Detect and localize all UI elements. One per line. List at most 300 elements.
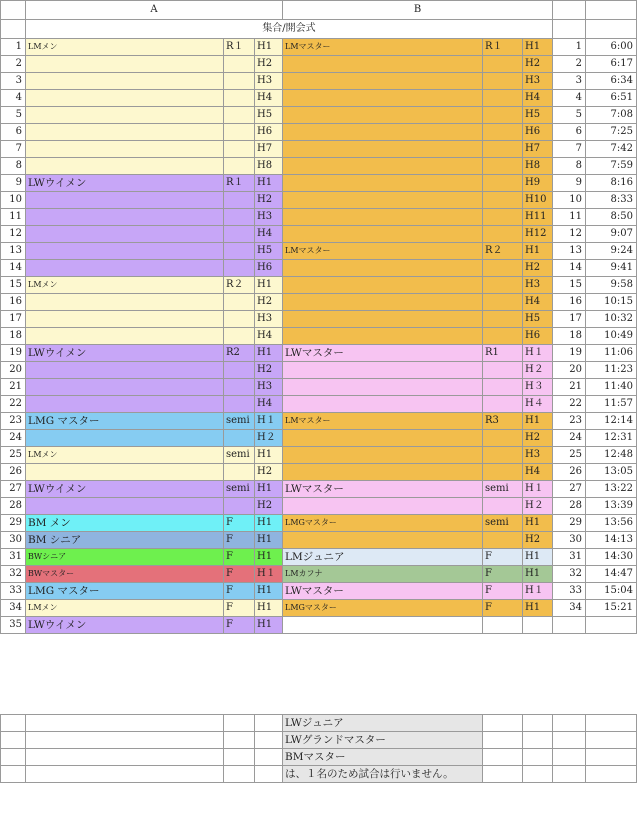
round-a[interactable]: semi (224, 481, 255, 498)
heat-a[interactable]: H3 (255, 73, 283, 90)
event-b[interactable]: LMカフナ (283, 566, 483, 583)
heat-a[interactable]: H1 (255, 345, 283, 362)
start-time[interactable]: 9:41 (586, 260, 637, 277)
start-time[interactable]: 11:06 (586, 345, 637, 362)
round-a[interactable] (224, 430, 255, 447)
round-a[interactable] (224, 396, 255, 413)
round-b[interactable] (483, 192, 523, 209)
heat-counter[interactable]: 3 (553, 73, 586, 90)
round-b[interactable] (483, 379, 523, 396)
heat-a[interactable]: H6 (255, 260, 283, 277)
event-b[interactable] (283, 90, 483, 107)
round-a[interactable] (224, 379, 255, 396)
round-b[interactable] (483, 107, 523, 124)
heat-b[interactable]: H2 (523, 56, 553, 73)
heat-a[interactable]: H2 (255, 362, 283, 379)
round-b[interactable] (483, 260, 523, 277)
row-number[interactable]: 27 (1, 481, 26, 498)
start-time[interactable]: 6:00 (586, 39, 637, 56)
start-time[interactable]: 7:42 (586, 141, 637, 158)
start-time[interactable]: 6:51 (586, 90, 637, 107)
heat-b[interactable]: H１ (523, 481, 553, 498)
heat-a[interactable]: H2 (255, 56, 283, 73)
event-a[interactable]: BWシニア (26, 549, 224, 566)
row-number[interactable]: 14 (1, 260, 26, 277)
heat-b[interactable]: H1 (523, 566, 553, 583)
heat-counter[interactable]: 33 (553, 583, 586, 600)
note-blank[interactable] (586, 749, 637, 766)
row-number[interactable]: 6 (1, 124, 26, 141)
heat-counter[interactable]: 30 (553, 532, 586, 549)
round-b[interactable] (483, 175, 523, 192)
event-a[interactable] (26, 430, 224, 447)
round-a[interactable]: F (224, 566, 255, 583)
column-header-d[interactable] (586, 1, 637, 20)
heat-b[interactable]: H5 (523, 311, 553, 328)
heat-b[interactable]: H２ (523, 362, 553, 379)
round-b[interactable]: F (483, 566, 523, 583)
note-blank[interactable] (255, 715, 283, 732)
row-number[interactable]: 13 (1, 243, 26, 260)
heat-counter[interactable]: 8 (553, 158, 586, 175)
event-a[interactable] (26, 328, 224, 345)
heat-counter[interactable] (553, 617, 586, 634)
start-time[interactable]: 9:24 (586, 243, 637, 260)
start-time[interactable]: 12:14 (586, 413, 637, 430)
heat-a[interactable]: H2 (255, 192, 283, 209)
heat-counter[interactable]: 6 (553, 124, 586, 141)
event-b[interactable] (283, 277, 483, 294)
event-a[interactable]: BM シニア (26, 532, 224, 549)
heat-b[interactable]: H3 (523, 73, 553, 90)
event-a[interactable] (26, 73, 224, 90)
heat-a[interactable]: H4 (255, 328, 283, 345)
start-time[interactable]: 7:08 (586, 107, 637, 124)
event-b[interactable]: LMGマスター (283, 515, 483, 532)
note-blank[interactable] (553, 732, 586, 749)
heat-a[interactable]: H3 (255, 379, 283, 396)
heat-counter[interactable]: 13 (553, 243, 586, 260)
heat-counter[interactable]: 23 (553, 413, 586, 430)
event-a[interactable] (26, 56, 224, 73)
note-blank[interactable] (1, 732, 26, 749)
event-a[interactable] (26, 226, 224, 243)
round-a[interactable] (224, 192, 255, 209)
start-time[interactable]: 13:56 (586, 515, 637, 532)
sheet-title[interactable]: 集合/開会式 (26, 20, 553, 39)
heat-counter[interactable]: 19 (553, 345, 586, 362)
heat-counter[interactable]: 21 (553, 379, 586, 396)
row-number[interactable]: 4 (1, 90, 26, 107)
round-a[interactable]: R１ (224, 175, 255, 192)
event-a[interactable]: LWウイメン (26, 481, 224, 498)
heat-b[interactable]: H5 (523, 107, 553, 124)
heat-a[interactable]: H5 (255, 243, 283, 260)
event-b[interactable] (283, 226, 483, 243)
event-a[interactable] (26, 209, 224, 226)
round-a[interactable]: F (224, 549, 255, 566)
round-b[interactable]: R２ (483, 243, 523, 260)
event-a[interactable]: LMG マスター (26, 583, 224, 600)
round-b[interactable]: R１ (483, 39, 523, 56)
heat-b[interactable]: H1 (523, 549, 553, 566)
heat-counter[interactable]: 7 (553, 141, 586, 158)
heat-a[interactable]: H1 (255, 447, 283, 464)
heat-counter[interactable]: 28 (553, 498, 586, 515)
event-b[interactable]: LMGマスター (283, 600, 483, 617)
event-a[interactable]: LMメン (26, 447, 224, 464)
heat-counter[interactable]: 26 (553, 464, 586, 481)
round-b[interactable] (483, 498, 523, 515)
start-time[interactable]: 10:15 (586, 294, 637, 311)
heat-a[interactable]: H1 (255, 532, 283, 549)
start-time[interactable]: 8:50 (586, 209, 637, 226)
heat-a[interactable]: H２ (255, 430, 283, 447)
start-time[interactable]: 11:57 (586, 396, 637, 413)
heat-counter[interactable]: 18 (553, 328, 586, 345)
heat-a[interactable]: H6 (255, 124, 283, 141)
round-a[interactable] (224, 362, 255, 379)
round-b[interactable] (483, 294, 523, 311)
round-b[interactable] (483, 311, 523, 328)
heat-a[interactable]: H8 (255, 158, 283, 175)
column-header-b[interactable]: B (283, 1, 553, 20)
heat-b[interactable]: H1 (523, 39, 553, 56)
start-time[interactable]: 10:32 (586, 311, 637, 328)
round-a[interactable] (224, 294, 255, 311)
note-blank[interactable] (483, 732, 523, 749)
heat-a[interactable]: H１ (255, 413, 283, 430)
event-b[interactable] (283, 464, 483, 481)
note-blank[interactable] (1, 766, 26, 783)
round-b[interactable] (483, 447, 523, 464)
row-number[interactable]: 22 (1, 396, 26, 413)
start-time[interactable] (586, 617, 637, 634)
event-a[interactable] (26, 90, 224, 107)
heat-counter[interactable]: 10 (553, 192, 586, 209)
event-b[interactable] (283, 124, 483, 141)
row-number[interactable]: 8 (1, 158, 26, 175)
row-number[interactable]: 15 (1, 277, 26, 294)
event-b[interactable]: LMマスター (283, 243, 483, 260)
row-number[interactable]: 1 (1, 39, 26, 56)
event-a[interactable] (26, 294, 224, 311)
note-blank[interactable] (586, 732, 637, 749)
heat-counter[interactable]: 2 (553, 56, 586, 73)
round-a[interactable] (224, 311, 255, 328)
start-time[interactable]: 8:16 (586, 175, 637, 192)
event-b[interactable]: LMジュニア (283, 549, 483, 566)
start-time[interactable]: 13:39 (586, 498, 637, 515)
start-time[interactable]: 14:47 (586, 566, 637, 583)
round-a[interactable]: F (224, 617, 255, 634)
heat-b[interactable]: H11 (523, 209, 553, 226)
event-b[interactable] (283, 532, 483, 549)
heat-a[interactable]: H2 (255, 294, 283, 311)
event-a[interactable] (26, 379, 224, 396)
round-b[interactable] (483, 90, 523, 107)
row-number[interactable]: 23 (1, 413, 26, 430)
row-number[interactable]: 29 (1, 515, 26, 532)
event-a[interactable]: LMG マスター (26, 413, 224, 430)
heat-b[interactable] (523, 617, 553, 634)
heat-a[interactable]: H2 (255, 464, 283, 481)
heat-b[interactable]: H1 (523, 515, 553, 532)
note-blank[interactable] (26, 732, 224, 749)
heat-b[interactable]: H12 (523, 226, 553, 243)
event-b[interactable] (283, 192, 483, 209)
row-number[interactable]: 34 (1, 600, 26, 617)
event-b[interactable] (283, 617, 483, 634)
note-blank[interactable] (523, 715, 553, 732)
row-number[interactable]: 28 (1, 498, 26, 515)
event-b[interactable] (283, 209, 483, 226)
round-b[interactable]: semi (483, 481, 523, 498)
heat-b[interactable]: H10 (523, 192, 553, 209)
heat-counter[interactable]: 14 (553, 260, 586, 277)
row-number[interactable]: 11 (1, 209, 26, 226)
round-b[interactable]: R1 (483, 345, 523, 362)
heat-counter[interactable]: 24 (553, 430, 586, 447)
column-header-c[interactable] (553, 1, 586, 20)
row-number[interactable]: 25 (1, 447, 26, 464)
event-b[interactable] (283, 328, 483, 345)
heat-b[interactable]: H6 (523, 124, 553, 141)
start-time[interactable]: 9:58 (586, 277, 637, 294)
round-b[interactable] (483, 396, 523, 413)
start-time[interactable]: 14:30 (586, 549, 637, 566)
start-time[interactable]: 9:07 (586, 226, 637, 243)
note-blank[interactable] (1, 749, 26, 766)
round-a[interactable]: semi (224, 413, 255, 430)
row-number[interactable]: 20 (1, 362, 26, 379)
event-b[interactable] (283, 311, 483, 328)
note-blank[interactable] (26, 766, 224, 783)
event-a[interactable]: LMメン (26, 277, 224, 294)
round-b[interactable] (483, 362, 523, 379)
row-number[interactable]: 7 (1, 141, 26, 158)
heat-counter[interactable]: 16 (553, 294, 586, 311)
row-number[interactable]: 9 (1, 175, 26, 192)
note-blank[interactable] (255, 766, 283, 783)
round-a[interactable] (224, 209, 255, 226)
round-a[interactable] (224, 107, 255, 124)
round-b[interactable] (483, 158, 523, 175)
round-b[interactable] (483, 56, 523, 73)
round-b[interactable] (483, 124, 523, 141)
start-time[interactable]: 7:25 (586, 124, 637, 141)
event-a[interactable] (26, 311, 224, 328)
row-number[interactable]: 33 (1, 583, 26, 600)
event-b[interactable]: LWマスター (283, 481, 483, 498)
heat-a[interactable]: H１ (255, 566, 283, 583)
heat-b[interactable]: H3 (523, 447, 553, 464)
round-a[interactable]: F (224, 515, 255, 532)
heat-b[interactable]: H１ (523, 345, 553, 362)
round-b[interactable] (483, 73, 523, 90)
round-a[interactable]: R２ (224, 277, 255, 294)
event-a[interactable] (26, 498, 224, 515)
event-a[interactable] (26, 192, 224, 209)
row-number[interactable]: 30 (1, 532, 26, 549)
event-a[interactable] (26, 141, 224, 158)
note-text[interactable]: BMマスター (283, 749, 483, 766)
round-a[interactable] (224, 243, 255, 260)
heat-b[interactable]: H1 (523, 243, 553, 260)
note-blank[interactable] (26, 749, 224, 766)
corner-cell[interactable] (1, 1, 26, 20)
column-header-a[interactable]: A (26, 1, 283, 20)
heat-a[interactable]: H4 (255, 396, 283, 413)
event-b[interactable] (283, 73, 483, 90)
heat-counter[interactable]: 12 (553, 226, 586, 243)
heat-counter[interactable]: 9 (553, 175, 586, 192)
start-time[interactable]: 14:13 (586, 532, 637, 549)
heat-b[interactable]: H2 (523, 532, 553, 549)
note-blank[interactable] (483, 766, 523, 783)
heat-b[interactable]: H7 (523, 141, 553, 158)
note-blank[interactable] (483, 715, 523, 732)
heat-b[interactable]: H6 (523, 328, 553, 345)
title-row-blank[interactable] (586, 20, 637, 39)
heat-b[interactable]: H２ (523, 498, 553, 515)
heat-counter[interactable]: 27 (553, 481, 586, 498)
start-time[interactable]: 13:05 (586, 464, 637, 481)
round-a[interactable] (224, 124, 255, 141)
row-number[interactable]: 2 (1, 56, 26, 73)
start-time[interactable]: 6:34 (586, 73, 637, 90)
round-a[interactable]: F (224, 600, 255, 617)
start-time[interactable]: 11:40 (586, 379, 637, 396)
heat-a[interactable]: H5 (255, 107, 283, 124)
heat-b[interactable]: H３ (523, 379, 553, 396)
round-b[interactable]: semi (483, 515, 523, 532)
event-b[interactable] (283, 379, 483, 396)
event-b[interactable] (283, 447, 483, 464)
heat-a[interactable]: H1 (255, 515, 283, 532)
heat-a[interactable]: H1 (255, 39, 283, 56)
note-text[interactable]: は、１名のため試合は行いません。 (283, 766, 483, 783)
note-blank[interactable] (553, 766, 586, 783)
round-b[interactable] (483, 617, 523, 634)
row-number[interactable]: 16 (1, 294, 26, 311)
note-blank[interactable] (483, 749, 523, 766)
note-blank[interactable] (224, 732, 255, 749)
row-number[interactable]: 12 (1, 226, 26, 243)
note-blank[interactable] (26, 715, 224, 732)
heat-a[interactable]: H4 (255, 226, 283, 243)
heat-a[interactable]: H2 (255, 498, 283, 515)
event-b[interactable]: LMマスター (283, 413, 483, 430)
event-b[interactable] (283, 56, 483, 73)
heat-counter[interactable]: 20 (553, 362, 586, 379)
event-a[interactable] (26, 124, 224, 141)
round-b[interactable] (483, 277, 523, 294)
heat-b[interactable]: H1 (523, 600, 553, 617)
round-a[interactable] (224, 141, 255, 158)
round-b[interactable] (483, 532, 523, 549)
heat-counter[interactable]: 4 (553, 90, 586, 107)
row-number[interactable]: 26 (1, 464, 26, 481)
event-a[interactable]: BWマスター (26, 566, 224, 583)
round-a[interactable] (224, 158, 255, 175)
heat-b[interactable]: H3 (523, 277, 553, 294)
note-blank[interactable] (224, 766, 255, 783)
heat-b[interactable]: H4 (523, 464, 553, 481)
heat-counter[interactable]: 34 (553, 600, 586, 617)
title-row-blank[interactable] (553, 20, 586, 39)
heat-counter[interactable]: 5 (553, 107, 586, 124)
event-a[interactable]: BM メン (26, 515, 224, 532)
note-text[interactable]: LWグランドマスター (283, 732, 483, 749)
heat-b[interactable]: H8 (523, 158, 553, 175)
heat-a[interactable]: H1 (255, 175, 283, 192)
row-number[interactable]: 5 (1, 107, 26, 124)
round-a[interactable] (224, 226, 255, 243)
heat-a[interactable]: H3 (255, 311, 283, 328)
note-text[interactable]: LWジュニア (283, 715, 483, 732)
title-row-blank[interactable] (1, 20, 26, 39)
note-blank[interactable] (1, 715, 26, 732)
event-b[interactable]: LMマスター (283, 39, 483, 56)
start-time[interactable]: 13:22 (586, 481, 637, 498)
heat-counter[interactable]: 22 (553, 396, 586, 413)
heat-b[interactable]: H1 (523, 413, 553, 430)
event-a[interactable]: LWウイメン (26, 617, 224, 634)
start-time[interactable]: 12:31 (586, 430, 637, 447)
row-number[interactable]: 31 (1, 549, 26, 566)
row-number[interactable]: 21 (1, 379, 26, 396)
event-b[interactable]: LWマスター (283, 345, 483, 362)
heat-counter[interactable]: 15 (553, 277, 586, 294)
heat-a[interactable]: H3 (255, 209, 283, 226)
note-blank[interactable] (586, 715, 637, 732)
note-blank[interactable] (224, 749, 255, 766)
heat-counter[interactable]: 29 (553, 515, 586, 532)
event-a[interactable] (26, 362, 224, 379)
round-a[interactable]: F (224, 532, 255, 549)
event-b[interactable] (283, 498, 483, 515)
note-blank[interactable] (523, 766, 553, 783)
heat-b[interactable]: H１ (523, 583, 553, 600)
round-b[interactable]: R3 (483, 413, 523, 430)
round-b[interactable] (483, 430, 523, 447)
row-number[interactable]: 35 (1, 617, 26, 634)
row-number[interactable]: 17 (1, 311, 26, 328)
event-a[interactable] (26, 107, 224, 124)
event-a[interactable] (26, 243, 224, 260)
event-b[interactable] (283, 107, 483, 124)
heat-b[interactable]: H4 (523, 294, 553, 311)
round-b[interactable]: F (483, 600, 523, 617)
round-a[interactable] (224, 90, 255, 107)
heat-counter[interactable]: 25 (553, 447, 586, 464)
start-time[interactable]: 12:48 (586, 447, 637, 464)
event-b[interactable] (283, 175, 483, 192)
round-b[interactable]: F (483, 583, 523, 600)
event-a[interactable] (26, 396, 224, 413)
event-a[interactable]: LWウイメン (26, 175, 224, 192)
event-b[interactable] (283, 158, 483, 175)
heat-a[interactable]: H1 (255, 277, 283, 294)
heat-b[interactable]: H2 (523, 260, 553, 277)
heat-b[interactable]: H2 (523, 430, 553, 447)
event-b[interactable] (283, 396, 483, 413)
note-blank[interactable] (523, 732, 553, 749)
event-a[interactable] (26, 464, 224, 481)
start-time[interactable]: 15:21 (586, 600, 637, 617)
event-a[interactable] (26, 158, 224, 175)
